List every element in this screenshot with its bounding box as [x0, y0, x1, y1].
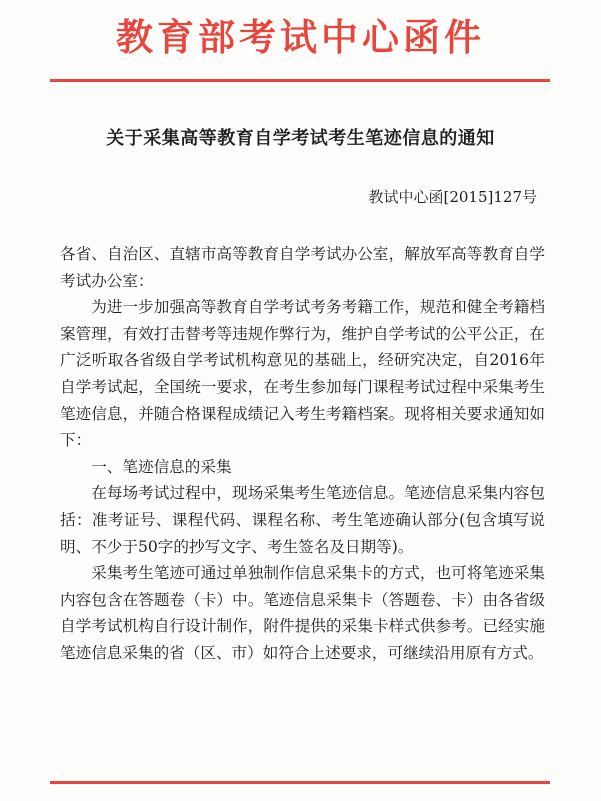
- paragraph: 在每场考试过程中，现场采集考生笔迹信息。笔迹信息采集内容包括：准考证号、课程代码、课程名称、考生笔迹确认部分(包含填写说明、不少于50字的抄写文字、考生签名及日期等)。: [60, 484, 545, 556]
- letterhead-title: 教育部考试中心函件: [116, 16, 485, 59]
- letterhead-red-rule: [50, 79, 550, 82]
- document-number: 教试中心函[2015]127号: [368, 188, 537, 206]
- document-title: 关于采集高等教育自学考试考生笔迹信息的通知: [106, 128, 495, 149]
- paragraph: 为进一步加强高等教育自学考试考务考籍工作，规范和健全考籍档案管理，有效打击替考等违规作弊行为，维护自学考试的公平公正，在广泛听取各省级自学考试机构意见的基础上，经研究决定，自2016年自学考试起，全国统一要求，在考生参加每门课程考试过程中采集考生笔迹信息，并随合格课程成绩记入考生考籍档案。现将相关要求通知如下：: [60, 298, 545, 450]
- section-heading: 一、笔迹信息的采集: [91, 457, 232, 476]
- salutation: 各省、自治区、直辖市高等教育自学考试办公室，解放军高等教育自学考试办公室：: [60, 245, 545, 290]
- document-body: [60, 241, 545, 667]
- footer-red-rule: [50, 781, 550, 784]
- paragraph: 采集考生笔迹可通过单独制作信息采集卡的方式，也可将笔迹采集内容包含在答题卷（卡）中。笔迹信息采集卡（答题卷、卡）由各省级自学考试机构自行设计制作，附件提供的采集卡样式供参考。已经实施笔迹信息采集的省（区、市）如符合上述要求，可继续沿用原有方式。: [60, 564, 545, 662]
